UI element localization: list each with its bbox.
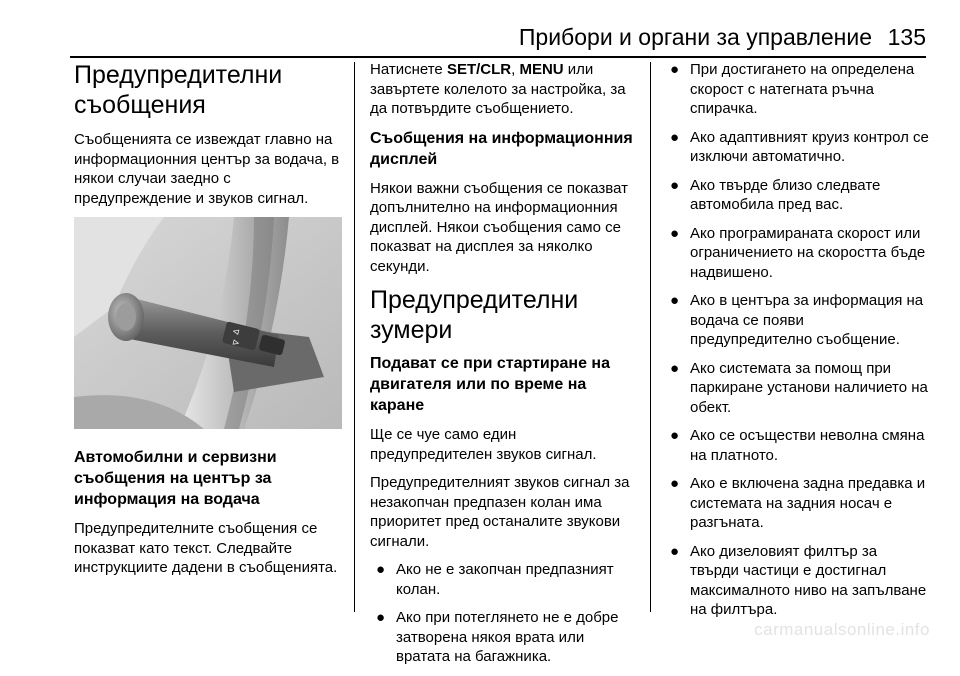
list-item: ● Ако в центъра за информация на водача се появи предупредително съобщение. bbox=[670, 292, 924, 348]
list-item: ● Ако твърде близо следвате автомобила пред вас. bbox=[670, 176, 881, 213]
list-item: ● Ако е включена задна предавка и системата на задния носач е разгъната. bbox=[670, 475, 926, 531]
steering-stalk-illustration bbox=[74, 217, 342, 429]
bullet-icon: ● bbox=[670, 359, 680, 377]
bullet-icon: ● bbox=[670, 475, 680, 492]
page-heading: Предупредителни съобщения bbox=[74, 61, 283, 119]
column-divider-2 bbox=[650, 62, 651, 612]
seatbelt-priority-paragraph: Предупредителният звуков сигнал за незакопчан предпазен колан има приоритет пред останалите звукови сигнали. bbox=[370, 474, 630, 550]
vehicle-messages-paragraph: Предупредителните съобщения се показват като текст. Следвайте инструкциите дадени в съобщенията. bbox=[74, 520, 338, 576]
subheading-vehicle-messages: Автомобилни и сервизни съобщения на център за информация на водача bbox=[74, 449, 277, 508]
column-1 bbox=[74, 60, 342, 587]
list-item: ● Ако системата за помощ при паркиране установи наличието на обект. bbox=[670, 359, 928, 416]
bullet-icon: ● bbox=[376, 609, 386, 626]
list-item: ● Ако се осъществи неволна смяна на платното. bbox=[670, 427, 925, 464]
page-header bbox=[0, 0, 960, 60]
list-item: ● Ако адаптивният круиз контрол се изключи автоматично. bbox=[670, 128, 929, 165]
list-item: ● Ако програмираната скорост или ограничението на скоростта бъде надвишено. bbox=[670, 224, 926, 281]
stalk-photo bbox=[74, 217, 342, 429]
section-title: Прибори и органи за управление bbox=[518, 24, 872, 50]
set-clr-key: SET/CLR bbox=[446, 61, 512, 78]
header-divider bbox=[70, 56, 926, 58]
list-item: ● При достигането на определена скорост с натегната ръчна спирачка. bbox=[670, 61, 915, 117]
svg-text:⊳: ⊳ bbox=[230, 337, 241, 350]
column-divider-1 bbox=[354, 62, 355, 612]
bullet-icon: ● bbox=[670, 427, 680, 444]
list-item: ● Ако не е закопчан предпазният колан. bbox=[376, 561, 614, 598]
column-3 bbox=[664, 60, 930, 629]
subheading-engine-start: Подават се при стартиране на двигателя или по време на каране bbox=[370, 355, 610, 414]
info-display-paragraph: Някои важни съобщения се показват допълнително на информационния дисплей. Някои съобщения само се показват на дисплея за няколко секунди. bbox=[370, 179, 628, 275]
bullet-icon: ● bbox=[670, 61, 680, 78]
bullet-icon: ● bbox=[376, 561, 386, 578]
bullet-icon: ● bbox=[670, 292, 680, 309]
column-2 bbox=[370, 60, 638, 676]
single-chime-paragraph: Ще се чуе само един предупредителен звуков сигнал. bbox=[370, 426, 597, 463]
list-item: ● Ако при потеглянето не е добре затворена някоя врата или вратата на багажника. bbox=[376, 609, 619, 665]
bullet-icon: ● bbox=[670, 128, 680, 146]
list-item: ● Ако дизеловият филтър за твърди частици е достигнал максималното ниво на запълване на филтъра. bbox=[670, 542, 927, 618]
svg-text:⊲: ⊲ bbox=[230, 326, 241, 339]
menu-key: MENU bbox=[519, 61, 564, 78]
page-number: 135 bbox=[887, 24, 926, 50]
confirm-paragraph: Натиснете SET/CLR, MENU или завъртете колелото за настройка, за да потвърдите съобщението. bbox=[370, 61, 626, 117]
bullet-icon: ● bbox=[670, 542, 680, 560]
bullet-icon: ● bbox=[670, 176, 680, 194]
bullet-icon: ● bbox=[670, 224, 680, 242]
heading-warning-chimes: Предупредителни зумери bbox=[370, 286, 579, 344]
intro-paragraph: Съобщенията се извеждат главно на информационния център за водача, в някои случаи заедно с предупреждение и звуков сигнал. bbox=[74, 131, 340, 207]
watermark: carmanualsonline.info bbox=[754, 620, 930, 639]
subheading-info-display: Съобщения на информационния дисплей bbox=[370, 129, 633, 168]
